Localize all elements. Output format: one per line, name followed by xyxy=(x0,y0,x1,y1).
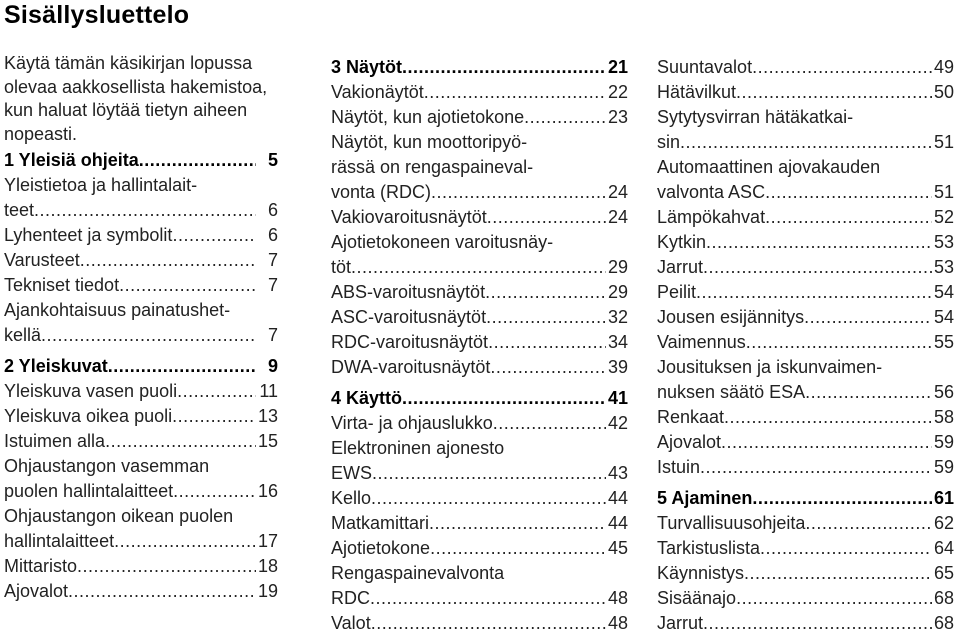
toc-entry[interactable] xyxy=(657,536,954,561)
dot-leader xyxy=(760,536,932,561)
toc-entry[interactable] xyxy=(657,305,954,330)
dot-leader xyxy=(77,554,256,579)
toc-entry-title: rässä on rengaspaineval- xyxy=(331,157,534,177)
toc-entry-title: Vakiovaroitusnäytöt xyxy=(331,207,487,227)
toc-entry-title: Tarkistuslista xyxy=(657,538,761,558)
intro-line: olevaa aakkosellista hakemistoa, xyxy=(4,76,268,97)
toc-page-number: 18 xyxy=(257,556,278,576)
toc-entry-title: 5 Ajaminen xyxy=(657,488,753,508)
toc-page-number: 44 xyxy=(607,513,628,533)
toc-entry-title: Hätävilkut xyxy=(657,82,737,102)
toc-entry-title: EWS xyxy=(331,463,373,483)
toc-page-number: 52 xyxy=(933,207,954,227)
toc-entry-title: 4 Käyttö xyxy=(331,388,403,408)
toc-entry xyxy=(657,155,954,180)
toc-column-1 xyxy=(4,148,278,604)
dot-leader xyxy=(371,611,606,636)
toc-entry[interactable] xyxy=(657,280,954,305)
toc-page-number: 45 xyxy=(607,538,628,558)
toc-entry-title: Ohjaustangon oikean puolen xyxy=(4,506,234,526)
toc-entry xyxy=(4,173,278,198)
toc-entry-title: Turvallisuusohjeita xyxy=(657,513,806,533)
toc-entry-title: Sisäänajo xyxy=(657,588,737,608)
dot-leader xyxy=(119,273,256,298)
toc-entry-title: Yleiskuva vasen puoli xyxy=(4,381,178,401)
toc-entry-title: Jarrut xyxy=(657,257,704,277)
dot-leader xyxy=(680,130,932,155)
dot-leader xyxy=(744,561,932,586)
toc-page-number: 43 xyxy=(607,463,628,483)
toc-page-number: 54 xyxy=(933,307,954,327)
toc-entry[interactable] xyxy=(657,255,954,280)
dot-leader xyxy=(493,411,606,436)
toc-entry[interactable] xyxy=(657,611,954,636)
toc-entry-title: Valot xyxy=(331,613,371,633)
toc-page-number: 51 xyxy=(933,132,954,152)
toc-entry[interactable] xyxy=(657,586,954,611)
toc-entry[interactable] xyxy=(657,205,954,230)
toc-page-number: 24 xyxy=(607,182,628,202)
toc-entry-title: Peilit xyxy=(657,282,697,302)
toc-entry[interactable] xyxy=(331,411,628,436)
toc-entry[interactable] xyxy=(331,80,628,105)
dot-leader xyxy=(34,198,256,223)
toc-page-number: 44 xyxy=(607,488,628,508)
toc-entry-title: Istuimen alla xyxy=(4,431,106,451)
toc-entry-title: Matkamittari xyxy=(331,513,430,533)
toc-page-number: 58 xyxy=(933,407,954,427)
toc-entry-title: Kytkin xyxy=(657,232,707,252)
toc-entry xyxy=(331,155,628,180)
toc-page-number: 16 xyxy=(257,481,278,501)
toc-entry-title: Suuntavalot xyxy=(657,57,753,77)
dot-leader xyxy=(746,330,932,355)
dot-leader xyxy=(485,280,606,305)
toc-entry[interactable] xyxy=(4,248,278,273)
dot-leader xyxy=(706,230,932,255)
toc-page-number: 53 xyxy=(933,257,954,277)
toc-entry-title: Ajovalot xyxy=(4,581,69,601)
toc-entry-title: Virta- ja ohjauslukko xyxy=(331,413,493,433)
toc-page-number: 53 xyxy=(933,232,954,252)
toc-page-number: 15 xyxy=(257,431,278,451)
toc-entry-title: Vakionäytöt xyxy=(331,82,424,102)
toc-entry-title: Kello xyxy=(331,488,372,508)
dot-leader xyxy=(114,529,256,554)
toc-page-number: 41 xyxy=(607,388,628,408)
toc-page-number: 55 xyxy=(933,332,954,352)
dot-leader xyxy=(172,223,256,248)
toc-entry[interactable] xyxy=(657,455,954,480)
dot-leader xyxy=(804,305,932,330)
toc-entry-title: RDC xyxy=(331,588,370,608)
toc-entry-title: sin xyxy=(657,132,681,152)
dot-leader xyxy=(172,404,256,429)
toc-page-number: 34 xyxy=(607,332,628,352)
toc-entry[interactable] xyxy=(331,305,628,330)
toc-entry[interactable] xyxy=(657,180,954,205)
toc-page-number: 9 xyxy=(267,356,278,376)
toc-entry-title: Näytöt, kun moottoripyö- xyxy=(331,132,528,152)
dot-leader xyxy=(173,479,256,504)
toc-page-number: 65 xyxy=(933,563,954,583)
toc-entry[interactable] xyxy=(4,323,278,348)
dot-leader xyxy=(752,55,932,80)
toc-entry xyxy=(331,436,628,461)
toc-entry xyxy=(331,561,628,586)
toc-entry[interactable] xyxy=(331,330,628,355)
toc-page-number: 6 xyxy=(267,225,278,245)
toc-entry-title: Varusteet xyxy=(4,250,80,270)
toc-entry[interactable] xyxy=(4,479,278,504)
dot-leader xyxy=(486,305,606,330)
toc-entry[interactable] xyxy=(657,511,954,536)
toc-page-number: 56 xyxy=(933,382,954,402)
toc-entry xyxy=(331,230,628,255)
toc-page-number: 21 xyxy=(607,57,628,77)
toc-page-number: 64 xyxy=(933,538,954,558)
toc-entry-title: 1 Yleisiä ohjeita xyxy=(4,150,139,170)
dot-leader xyxy=(370,586,606,611)
dot-leader xyxy=(372,461,606,486)
dot-leader xyxy=(805,511,932,536)
toc-page-number: 51 xyxy=(933,182,954,202)
toc-entry[interactable] xyxy=(331,280,628,305)
toc-page-number: 6 xyxy=(267,200,278,220)
toc-entry[interactable] xyxy=(331,611,628,636)
toc-page-number: 29 xyxy=(607,282,628,302)
dot-leader xyxy=(805,380,932,405)
intro-text xyxy=(4,52,284,146)
toc-entry xyxy=(4,454,278,479)
toc-page-number: 23 xyxy=(607,107,628,127)
toc-page-number: 5 xyxy=(267,150,278,170)
toc-page-number: 62 xyxy=(933,513,954,533)
dot-leader xyxy=(41,323,256,348)
toc-entry-title: nuksen säätö ESA xyxy=(657,382,806,402)
toc-entry-title: Renkaat xyxy=(657,407,725,427)
toc-chapter-entry[interactable] xyxy=(4,148,278,173)
toc-entry-title: Yleiskuva oikea puoli xyxy=(4,406,173,426)
toc-entry-title: töt xyxy=(331,257,352,277)
toc-entry-title: Sytytysvirran hätäkatkai- xyxy=(657,107,854,127)
dot-leader xyxy=(139,148,256,173)
toc-entry[interactable] xyxy=(4,554,278,579)
dot-leader xyxy=(80,248,256,273)
toc-page-number: 54 xyxy=(933,282,954,302)
toc-entry[interactable] xyxy=(331,461,628,486)
page-title: Sisällysluettelo xyxy=(4,1,190,29)
toc-entry[interactable] xyxy=(331,486,628,511)
toc-entry xyxy=(4,298,278,323)
toc-entry-title: Tekniset tiedot xyxy=(4,275,120,295)
dot-leader xyxy=(424,80,606,105)
toc-entry-title: Automaattinen ajovakauden xyxy=(657,157,881,177)
toc-entry-title: Vaimennus xyxy=(657,332,746,352)
toc-entry[interactable] xyxy=(331,255,628,280)
dot-leader xyxy=(488,330,606,355)
toc-entry-title: 2 Yleiskuvat xyxy=(4,356,108,376)
dot-leader xyxy=(736,586,932,611)
toc-page-number: 59 xyxy=(933,432,954,452)
toc-entry[interactable] xyxy=(4,404,278,429)
toc-entry-title: ABS-varoitusnäytöt xyxy=(331,282,486,302)
toc-entry-title: Elektroninen ajonesto xyxy=(331,438,505,458)
toc-entry-title: Jousen esijännitys xyxy=(657,307,805,327)
toc-page-number: 24 xyxy=(607,207,628,227)
dot-leader xyxy=(700,455,932,480)
dot-leader xyxy=(487,205,606,230)
toc-entry-title: Jousituksen ja iskunvaimen- xyxy=(657,357,883,377)
toc-entry-title: Ajankohtaisuus painatushet- xyxy=(4,300,231,320)
toc-entry-title: DWA-varoitusnäytöt xyxy=(331,357,491,377)
toc-entry[interactable] xyxy=(331,355,628,380)
toc-column-2 xyxy=(331,55,628,636)
dot-leader xyxy=(402,386,606,411)
toc-entry-title: Istuin xyxy=(657,457,701,477)
intro-line: Käytä tämän käsikirjan lopussa xyxy=(4,53,253,73)
toc-entry[interactable] xyxy=(657,330,954,355)
toc-entry[interactable] xyxy=(4,223,278,248)
toc-entry-title: ASC-varoitusnäytöt xyxy=(331,307,487,327)
dot-leader xyxy=(752,486,932,511)
toc-entry[interactable] xyxy=(657,130,954,155)
toc-entry-title: hallintalaitteet xyxy=(4,531,115,551)
dot-leader xyxy=(703,255,932,280)
toc-page-number: 29 xyxy=(607,257,628,277)
toc-entry xyxy=(657,105,954,130)
toc-page-number: 17 xyxy=(257,531,278,551)
toc-entry-title: Ajotietokoneen varoitusnäy- xyxy=(331,232,554,252)
toc-entry-title: RDC-varoitusnäytöt xyxy=(331,332,489,352)
toc-entry-title: Jarrut xyxy=(657,613,704,633)
toc-entry[interactable] xyxy=(331,205,628,230)
toc-entry xyxy=(657,355,954,380)
toc-page-number: 48 xyxy=(607,588,628,608)
dot-leader xyxy=(765,205,932,230)
toc-entry xyxy=(331,130,628,155)
dot-leader xyxy=(430,536,606,561)
toc-page-number: 68 xyxy=(933,613,954,633)
toc-page-number: 68 xyxy=(933,588,954,608)
toc-page-number: 7 xyxy=(267,250,278,270)
toc-entry-title: Mittaristo xyxy=(4,556,78,576)
toc-page-number: 7 xyxy=(267,275,278,295)
toc-page-number: 48 xyxy=(607,613,628,633)
dot-leader xyxy=(703,611,932,636)
intro-line: nopeasti. xyxy=(4,123,78,144)
toc-entry-title: teet xyxy=(4,200,35,220)
dot-leader xyxy=(177,379,256,404)
toc-entry-title: Ohjaustangon vasemman xyxy=(4,456,210,476)
toc-entry[interactable] xyxy=(4,529,278,554)
toc-entry[interactable] xyxy=(657,430,954,455)
toc-entry[interactable] xyxy=(657,561,954,586)
toc-entry[interactable] xyxy=(4,429,278,454)
toc-entry[interactable] xyxy=(4,379,278,404)
toc-entry-title: Käynnistys xyxy=(657,563,745,583)
toc-entry-title: puolen hallintalaitteet xyxy=(4,481,174,501)
toc-entry-title: Ajovalot xyxy=(657,432,722,452)
toc-page-number: 13 xyxy=(257,406,278,426)
dot-leader xyxy=(105,429,256,454)
toc-entry[interactable] xyxy=(657,55,954,80)
toc-page-number: 22 xyxy=(607,82,628,102)
dot-leader xyxy=(724,405,932,430)
dot-leader xyxy=(429,511,606,536)
toc-entry-title: Ajotietokone xyxy=(331,538,431,558)
dot-leader xyxy=(351,255,606,280)
dot-leader xyxy=(765,180,932,205)
toc-entry-title: Yleistietoa ja hallintalait- xyxy=(4,175,198,195)
toc-page-number: 7 xyxy=(267,325,278,345)
dot-leader xyxy=(696,280,932,305)
toc-entry[interactable] xyxy=(331,180,628,205)
toc-chapter-entry[interactable] xyxy=(4,354,278,379)
toc-entry[interactable] xyxy=(657,80,954,105)
toc-entry[interactable] xyxy=(4,198,278,223)
toc-column-3 xyxy=(657,55,954,636)
toc-entry[interactable] xyxy=(4,273,278,298)
toc-page-number: 50 xyxy=(933,82,954,102)
toc-chapter-entry[interactable] xyxy=(657,486,954,511)
toc-entry xyxy=(4,504,278,529)
dot-leader xyxy=(402,55,606,80)
toc-page-number: 39 xyxy=(607,357,628,377)
intro-line: kun haluat löytää tietyn aiheen xyxy=(4,100,248,120)
toc-entry-title: 3 Näytöt xyxy=(331,57,403,77)
toc-page-number: 42 xyxy=(607,413,628,433)
toc-entry[interactable] xyxy=(4,579,278,604)
dot-leader xyxy=(371,486,606,511)
toc-entry[interactable] xyxy=(657,380,954,405)
dot-leader xyxy=(490,355,606,380)
toc-page-number: 19 xyxy=(257,581,278,601)
toc-page-number: 32 xyxy=(607,307,628,327)
toc-entry-title: valvonta ASC xyxy=(657,182,766,202)
toc-entry-title: Näytöt, kun ajotietokone xyxy=(331,107,525,127)
toc-entry[interactable] xyxy=(657,230,954,255)
toc-entry[interactable] xyxy=(331,536,628,561)
toc-page-number: 59 xyxy=(933,457,954,477)
dot-leader xyxy=(721,430,932,455)
toc-entry[interactable] xyxy=(331,105,628,130)
toc-entry-title: Rengaspainevalvonta xyxy=(331,563,505,583)
dot-leader xyxy=(108,354,256,379)
toc-entry-title: kellä xyxy=(4,325,42,345)
toc-entry-title: Lämpökahvat xyxy=(657,207,766,227)
toc-entry[interactable] xyxy=(657,405,954,430)
toc-entry-title: Lyhenteet ja symbolit xyxy=(4,225,173,245)
toc-entry[interactable] xyxy=(331,511,628,536)
toc-chapter-entry[interactable] xyxy=(331,55,628,80)
toc-page-number: 11 xyxy=(259,381,278,401)
toc-page-number: 61 xyxy=(933,488,954,508)
dot-leader xyxy=(524,105,606,130)
toc-page-number: 49 xyxy=(933,57,954,77)
toc-entry-title: vonta (RDC) xyxy=(331,182,432,202)
toc-entry[interactable] xyxy=(331,586,628,611)
dot-leader xyxy=(68,579,256,604)
dot-leader xyxy=(736,80,932,105)
toc-chapter-entry[interactable] xyxy=(331,386,628,411)
dot-leader xyxy=(431,180,606,205)
